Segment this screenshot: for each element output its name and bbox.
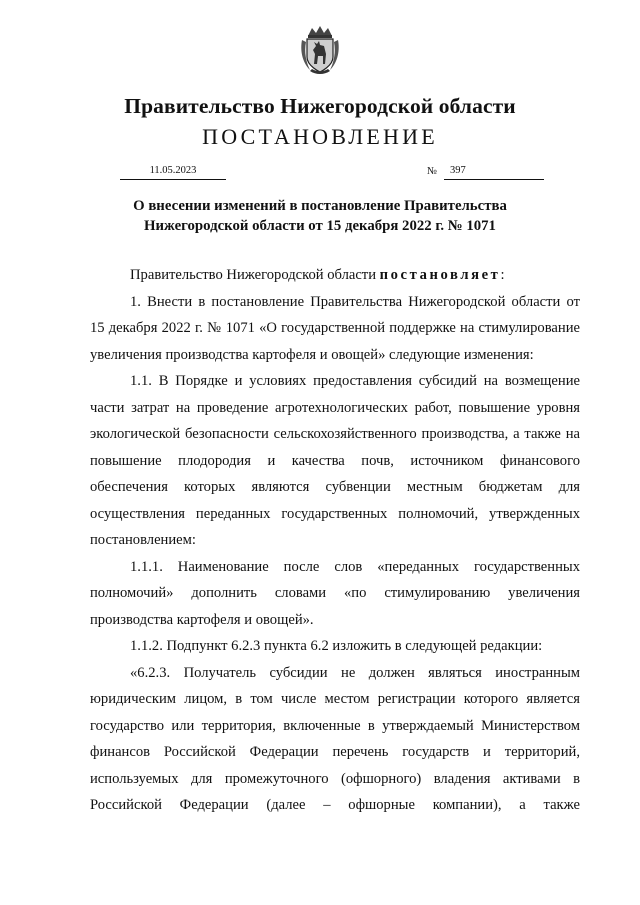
document-title-line-2: Нижегородской области от 15 декабря 2022 г. № 1071 bbox=[144, 218, 496, 234]
document-number-value: 397 bbox=[450, 165, 466, 176]
paragraph-1-1-2: 1.1.2. Подпункт 6.2.3 пункта 6.2 изложить в следующей редакции: bbox=[130, 638, 543, 654]
document-number bbox=[444, 164, 544, 180]
document-title bbox=[60, 196, 580, 236]
paragraph-1-1: 1.1. В Порядке и условиях предоставления субсидий на возмещение части затрат на проведение агротехнологических работ, повышение уровня экологической безопасности сельскохозяйственного производства, а также на повышение плодородия и качества почв, источником финансового обеспечения которых являются субвенции местным бюджетам для осуществления переданных государственных полномочий, утвержденных постановлением: bbox=[90, 373, 580, 548]
coat-of-arms-icon bbox=[298, 24, 342, 76]
document-title-line-1: О внесении изменений в постановление Правительства bbox=[133, 198, 507, 214]
document-date bbox=[120, 164, 226, 180]
document-date-value: 11.05.2023 bbox=[149, 165, 197, 176]
preamble-colon: : bbox=[500, 267, 505, 283]
number-sign: № bbox=[427, 166, 438, 177]
organization-name: Правительство Нижегородской области bbox=[124, 94, 516, 118]
document-type: ПОСТАНОВЛЕНИЕ bbox=[202, 124, 438, 149]
paragraph-1: 1. Внести в постановление Правительства Нижегородской области от 15 декабря 2022 г. № 1071 «О государственной поддержке на стимулирование увеличения производства картофеля и овощей» следующие изменения: bbox=[90, 293, 580, 363]
preamble-text: Правительство Нижегородской области bbox=[130, 267, 380, 283]
paragraph-preamble bbox=[90, 262, 580, 289]
preamble-resolves: постановляет bbox=[379, 267, 501, 283]
paragraph-1-1-1: 1.1.1. Наименование после слов «переданных государственных полномочий» дополнить словами «по стимулированию увеличения производства картофеля и овощей». bbox=[90, 558, 580, 628]
paragraph-6-2-3: «6.2.3. Получатель субсидии не должен являться иностранным юридическим лицом, в том числе местом регистрации которого является государство или территория, включенные в утверждаемый Министерством финансов Российской Федерации перечень государств и территорий, используемых для промежуточного (офшорного) владения активами в Российской Федерации (далее – офшорные компании), а также bbox=[90, 664, 580, 813]
document-body bbox=[90, 262, 580, 819]
